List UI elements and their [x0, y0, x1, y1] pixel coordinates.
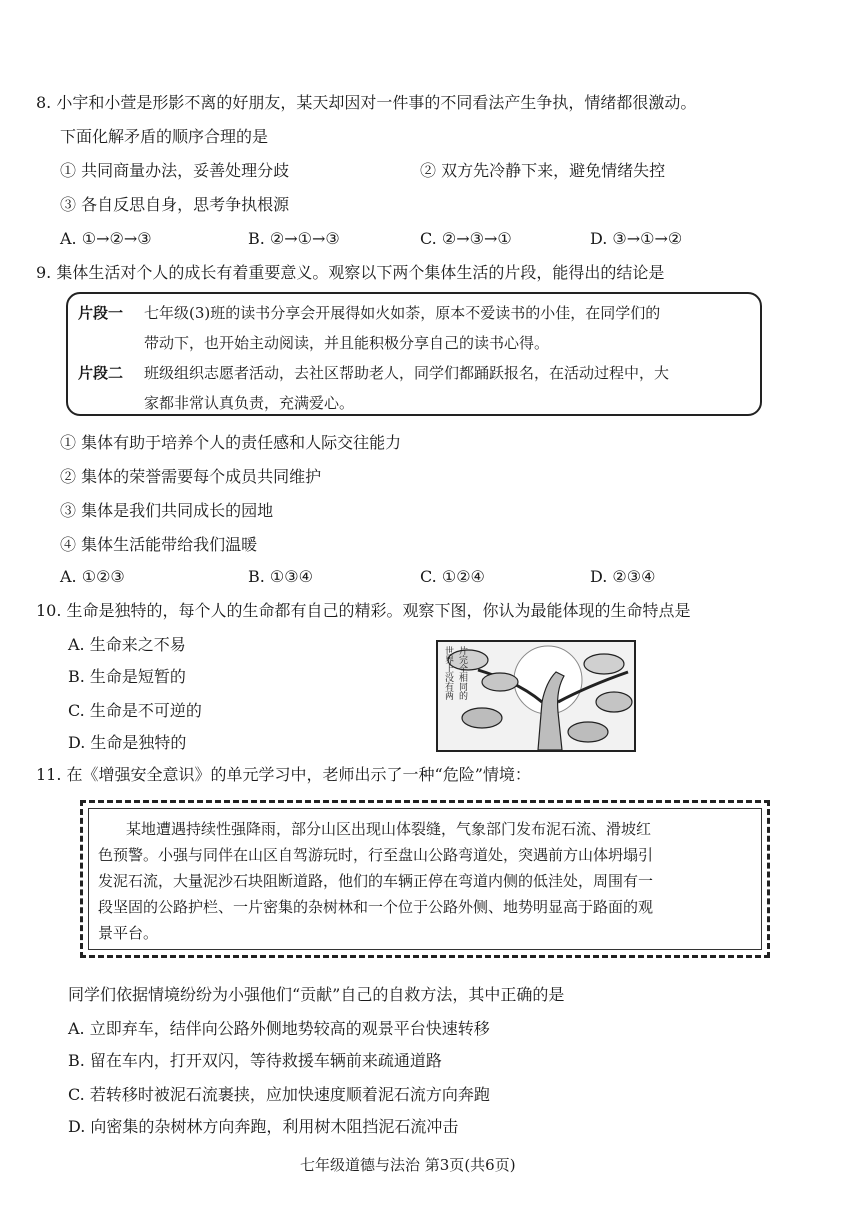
- q9-fragment2-line1: 班级组织志愿者活动，去社区帮助老人，同学们都踊跃报名，在活动过程中，大: [144, 364, 670, 382]
- q8-statement-3: ③ 各自反思自身，思考争执根源: [60, 195, 290, 214]
- q8-option-d: D. ③→①→②: [590, 229, 683, 248]
- q10-tree-illustration: [436, 640, 636, 752]
- q9-option-b: B. ①③④: [248, 567, 313, 586]
- q10-option-b: B. 生命是短暂的: [68, 667, 186, 686]
- q8-statement-2: ② 双方先冷静下来，避免情绪失控: [420, 161, 666, 180]
- q11-option-c: C. 若转移时被泥石流裹挟，应加快速度顺着泥石流方向奔跑: [68, 1085, 490, 1104]
- q9-statement-3: ③ 集体是我们共同成长的园地: [60, 501, 274, 520]
- q8-stem-line2: 下面化解矛盾的顺序合理的是: [60, 127, 269, 146]
- q11-option-d: D. 向密集的杂树林方向奔跑，利用树木阻挡泥石流冲击: [68, 1117, 459, 1136]
- q11-option-a: A. 立即弃车，结伴向公路外侧地势较高的观景平台快速转移: [68, 1019, 490, 1038]
- q9-option-a: A. ①②③: [60, 567, 125, 586]
- q9-fragment2-line2: 家都非常认真负责，充满爱心。: [144, 394, 355, 412]
- q11-scenario-line1: 某地遭遇持续性强降雨，部分山区出现山体裂缝，气象部门发布泥石流、滑坡红: [126, 820, 652, 838]
- q10-image-caption-1: 世界上没有两: [443, 646, 453, 700]
- q11-scenario-line3: 发泥石流，大量泥沙石块阻断道路，他们的车辆正停在弯道内侧的低洼处，周围有一: [98, 872, 654, 890]
- q8-stem-line1: 8. 小宇和小萱是形影不离的好朋友，某天却因对一件事的不同看法产生争执，情绪都很激动。: [36, 93, 697, 112]
- q10-stem: 10. 生命是独特的，每个人的生命都有自己的精彩。观察下图，你认为最能体现的生命特点是: [36, 601, 691, 620]
- q8-option-c: C. ②→③→①: [420, 229, 512, 248]
- q9-statement-2: ② 集体的荣誉需要每个成员共同维护: [60, 467, 322, 486]
- q10-option-a: A. 生命来之不易: [68, 635, 186, 654]
- q9-fragment1-label: 片段一: [78, 304, 124, 322]
- q10-option-d: D. 生命是独特的: [68, 733, 187, 752]
- q11-follow-up: 同学们依据情境纷纷为小强他们“贡献”自己的自救方法，其中正确的是: [68, 985, 565, 1004]
- q9-fragment2-label: 片段二: [78, 364, 124, 382]
- page-footer: 七年级道德与法治 第3页(共6页): [300, 1156, 516, 1174]
- q8-statement-1: ① 共同商量办法，妥善处理分歧: [60, 161, 290, 180]
- q10-image-caption-2: 片完全相同的: [457, 646, 467, 700]
- q8-option-b: B. ②→①→③: [248, 229, 340, 248]
- q9-fragment1-line2: 带动下，也开始主动阅读，并且能积极分享自己的读书心得。: [144, 334, 550, 352]
- q9-fragment1-line1: 七年级(3)班的读书分享会开展得如火如荼，原本不爱读书的小佳，在同学们的: [144, 304, 661, 322]
- q11-scenario-line5: 景平台。: [98, 924, 159, 942]
- q9-statement-1: ① 集体有助于培养个人的责任感和人际交往能力: [60, 433, 402, 452]
- q9-option-d: D. ②③④: [590, 567, 656, 586]
- q8-option-a: A. ①→②→③: [60, 229, 152, 248]
- q9-stem: 9. 集体生活对个人的成长有着重要意义。观察以下两个集体生活的片段，能得出的结论是: [36, 263, 665, 282]
- q11-stem: 11. 在《增强安全意识》的单元学习中，老师出示了一种“危险”情境：: [36, 765, 531, 784]
- q11-scenario-line4: 段坚固的公路护栏、一片密集的杂树林和一个位于公路外侧、地势明显高于路面的观: [98, 898, 654, 916]
- q11-scenario-line2: 色预警。小强与同伴在山区自驾游玩时，行至盘山公路弯道处，突遇前方山体坍塌引: [98, 846, 654, 864]
- q10-option-c: C. 生命是不可逆的: [68, 701, 202, 720]
- q9-option-c: C. ①②④: [420, 567, 485, 586]
- q9-statement-4: ④ 集体生活能带给我们温暖: [60, 535, 258, 554]
- q11-option-b: B. 留在车内，打开双闪，等待救援车辆前来疏通道路: [68, 1051, 442, 1070]
